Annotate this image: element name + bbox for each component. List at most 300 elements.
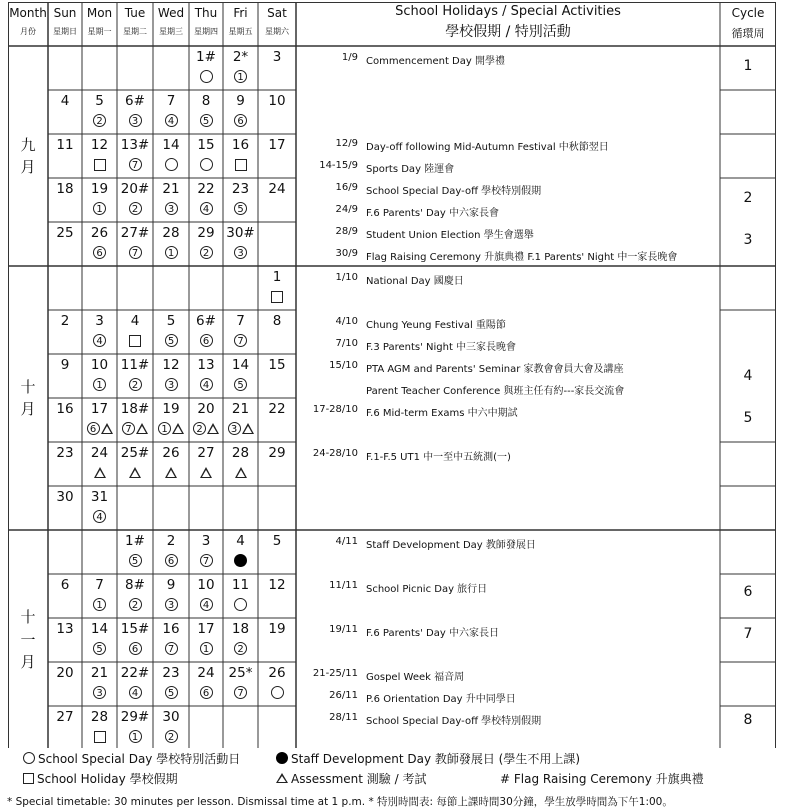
day-mark	[224, 376, 258, 394]
day-number: 5	[95, 93, 104, 109]
day-mark	[189, 596, 223, 614]
event-date: 30/9	[335, 248, 358, 259]
day-mark	[83, 420, 117, 438]
cycle-number: 5	[743, 410, 753, 426]
event-date: 15/10	[329, 360, 358, 371]
triangle-icon	[200, 467, 212, 478]
event-date: 4/10	[335, 316, 358, 327]
cycle-day-icon: 2	[129, 598, 142, 611]
header-month	[8, 6, 48, 37]
legend-holiday-label: School Holiday 學校假期	[37, 772, 178, 786]
cycle-day-icon: 4	[200, 202, 213, 215]
hollow-circle-icon	[234, 598, 247, 611]
day-mark	[154, 200, 188, 218]
header-day-sun	[48, 6, 82, 37]
square-icon	[271, 291, 283, 303]
day-number: 5	[166, 313, 176, 329]
square-icon	[235, 159, 247, 171]
day-mark	[224, 552, 258, 570]
event-text: School Picnic Day 旅行日	[366, 584, 488, 595]
day-number: 21	[90, 665, 109, 681]
header-day-zh: 星期二	[123, 27, 147, 36]
day-number: 14	[162, 137, 180, 153]
square-icon	[129, 335, 141, 347]
cycle-day-icon: 2	[200, 246, 213, 259]
day-mark	[154, 640, 188, 658]
day-mark	[189, 376, 223, 394]
header-day-fri	[223, 6, 258, 37]
event-date: 28/11	[329, 712, 358, 723]
cycle-day-icon: 7	[200, 554, 213, 567]
day-mark	[189, 464, 223, 482]
day-number: 22#	[120, 665, 150, 681]
legend-assessment-label: Assessment 測驗 / 考試	[291, 772, 427, 786]
day-number: 27#	[120, 225, 150, 241]
event-date: 12/9	[335, 138, 358, 149]
day-number: 3	[201, 533, 211, 549]
cycle-day-icon: 5	[200, 114, 213, 127]
cycle-number: 4	[743, 368, 753, 384]
cycle-day-icon: 6	[129, 642, 142, 655]
day-number: 11	[56, 137, 74, 153]
day-mark	[118, 376, 152, 394]
day-number: 11#	[120, 357, 150, 373]
day-number: 16	[162, 621, 180, 637]
cycle-day-icon: 6	[87, 422, 100, 435]
day-mark	[154, 156, 188, 174]
month-label-char: 十	[20, 608, 36, 627]
event-text: F.6 Mid-term Exams 中六中期試	[366, 408, 518, 419]
day-mark	[118, 156, 152, 174]
cycle-day-icon: 3	[228, 422, 241, 435]
day-mark	[154, 420, 188, 438]
month-label-char: 月	[20, 158, 36, 176]
legend-special-day	[23, 750, 240, 767]
header-day-thu	[189, 6, 223, 37]
day-number: 4	[236, 533, 245, 549]
header-month-zh: 月份	[20, 27, 36, 36]
day-number: 6#	[196, 313, 216, 329]
triangle-icon	[94, 467, 106, 478]
day-number: 28	[231, 445, 250, 461]
header-cycle-zh: 循環周	[731, 27, 765, 40]
day-mark	[189, 68, 223, 86]
event-date: 14-15/9	[319, 160, 358, 171]
day-mark	[224, 464, 258, 482]
day-mark	[154, 464, 188, 482]
event-text: School Special Day-off 學校特別假期	[366, 716, 542, 727]
cycle-day-icon: 7	[234, 686, 247, 699]
day-number: 29	[268, 445, 286, 461]
cycle-day-icon: 5	[234, 378, 247, 391]
cycle-day-icon: 1	[93, 598, 106, 611]
header-month-en: Month	[9, 6, 47, 20]
day-mark	[154, 332, 188, 350]
footnote: * Special timetable: 30 minutes per lesson. Dismissal time at 1 p.m. * 特別時間表: 每節上課時間30分鐘，學生放學時間為下午1:00。	[7, 796, 673, 808]
day-number: 30#	[226, 225, 255, 241]
header-day-en: Sat	[267, 6, 287, 20]
event-text: Chung Yeung Festival 重陽節	[366, 320, 506, 331]
day-number: 2	[166, 533, 176, 549]
cycle-day-icon: 2	[129, 202, 142, 215]
day-mark	[118, 200, 152, 218]
event-date: 24/9	[335, 204, 358, 215]
day-mark	[154, 244, 188, 262]
cycle-day-icon: 5	[165, 334, 178, 347]
header-day-tue	[117, 6, 153, 37]
cycle-day-icon: 3	[234, 246, 247, 259]
event-text: Sports Day 陸運會	[366, 164, 455, 175]
day-mark	[154, 112, 188, 130]
day-number: 10	[268, 93, 286, 109]
day-number: 22	[197, 181, 215, 197]
day-number: 7	[236, 313, 245, 329]
day-number: 4	[130, 313, 140, 329]
day-number: 31	[90, 489, 109, 505]
cycle-day-icon: 5	[165, 686, 178, 699]
square-icon	[94, 731, 106, 743]
event-date: 17-28/10	[312, 404, 358, 415]
header-day-en: Mon	[86, 6, 113, 20]
cycle-day-icon: 1	[93, 378, 106, 391]
event-date: 24-28/10	[312, 448, 358, 459]
day-number: 17	[90, 401, 109, 417]
event-text: PTA AGM and Parents' Seminar 家教會會員大會及講座	[366, 364, 624, 375]
cycle-day-icon: 5	[93, 642, 106, 655]
month-label	[8, 606, 48, 674]
hollow-circle-icon	[165, 158, 178, 171]
day-mark	[154, 596, 188, 614]
cycle-day-icon: 1	[234, 70, 247, 83]
cycle-day-icon: 7	[165, 642, 178, 655]
header-day-zh: 星期六	[265, 27, 289, 36]
header-day-mon	[82, 6, 117, 37]
day-number: 16	[231, 137, 250, 153]
day-mark	[83, 156, 117, 174]
cycle-day-icon: 3	[129, 114, 142, 127]
header-day-zh: 星期一	[87, 27, 112, 36]
cycle-number: 3	[743, 232, 753, 248]
day-mark	[83, 200, 117, 218]
day-mark	[224, 244, 258, 262]
day-mark	[260, 684, 294, 702]
cycle-day-icon: 7	[129, 246, 142, 259]
day-number: 20	[197, 401, 215, 417]
day-number: 12	[90, 137, 109, 153]
day-number: 6	[60, 577, 70, 593]
cycle-day-icon: 2	[93, 114, 106, 127]
cycle-day-icon: 2	[234, 642, 247, 655]
cycle-day-icon: 4	[165, 114, 178, 127]
day-number: 24	[197, 665, 215, 681]
cycle-day-icon: 7	[122, 422, 135, 435]
day-mark	[224, 420, 258, 438]
day-number: 15	[197, 137, 215, 153]
day-number: 20	[56, 665, 74, 681]
hollow-circle-icon	[200, 70, 213, 83]
square-icon	[94, 159, 106, 171]
day-number: 28	[162, 225, 180, 241]
day-number: 14	[231, 357, 250, 373]
day-number: 9	[60, 357, 70, 373]
day-number: 2*	[232, 49, 249, 65]
header-day-en: Tue	[124, 6, 146, 20]
day-mark	[83, 640, 117, 658]
day-mark	[118, 332, 152, 350]
legend-holiday	[23, 770, 178, 787]
day-number: 14	[90, 621, 109, 637]
cycle-day-icon: 7	[129, 158, 142, 171]
event-text: F.6 Parents' Day 中六家長日	[366, 628, 499, 639]
calendar-table	[8, 2, 776, 748]
legend-special-day-label: School Special Day 學校特別活動日	[38, 752, 241, 766]
event-date: 1/10	[335, 272, 358, 283]
hollow-circle-icon	[23, 752, 35, 764]
day-number: 9	[166, 577, 176, 593]
day-number: 26	[90, 225, 109, 241]
triangle-icon	[242, 423, 254, 434]
day-number: 24	[90, 445, 109, 461]
day-mark	[83, 508, 117, 526]
legend-staff-day	[276, 750, 580, 767]
cycle-day-icon: 5	[234, 202, 247, 215]
event-date: 16/9	[335, 182, 358, 193]
day-number: 29#	[120, 709, 150, 725]
day-mark	[154, 552, 188, 570]
day-mark	[118, 420, 152, 438]
day-number: 11	[231, 577, 250, 593]
day-mark	[83, 596, 117, 614]
event-text: F.3 Parents' Night 中三家長晚會	[366, 342, 517, 353]
triangle-icon	[165, 467, 177, 478]
event-text: Parent Teacher Conference 與班主任有約---家長交流會	[366, 386, 625, 397]
cycle-day-icon: 6	[93, 246, 106, 259]
day-number: 16	[56, 401, 74, 417]
day-mark	[189, 420, 223, 438]
day-number: 19	[90, 181, 109, 197]
day-number: 21	[231, 401, 250, 417]
event-text: School Special Day-off 學校特別假期	[366, 186, 542, 197]
day-number: 25*	[228, 665, 253, 681]
day-number: 12	[268, 577, 286, 593]
cycle-day-icon: 2	[193, 422, 206, 435]
day-number: 26	[162, 445, 180, 461]
day-mark	[154, 684, 188, 702]
day-mark	[118, 464, 152, 482]
cycle-day-icon: 6	[200, 686, 213, 699]
day-number: 7	[95, 577, 104, 593]
cycle-day-icon: 1	[165, 246, 178, 259]
day-number: 27	[197, 445, 215, 461]
cycle-day-icon: 6	[200, 334, 213, 347]
header-day-sat	[258, 6, 296, 37]
cycle-number: 7	[743, 626, 753, 642]
cycle-day-icon: 2	[165, 730, 178, 743]
cycle-day-icon: 4	[200, 378, 213, 391]
day-number: 23	[231, 181, 250, 197]
triangle-icon	[129, 467, 141, 478]
day-mark	[154, 728, 188, 746]
event-text: F.1-F.5 UT1 中一至中五統測(一)	[366, 452, 511, 463]
event-text: National Day 國慶日	[366, 276, 464, 287]
day-number: 18	[231, 621, 250, 637]
day-mark	[118, 244, 152, 262]
day-number: 9	[236, 93, 245, 109]
day-mark	[189, 684, 223, 702]
header-day-zh: 星期三	[159, 27, 183, 36]
day-number: 24	[268, 181, 286, 197]
day-number: 30	[162, 709, 180, 725]
day-mark	[224, 332, 258, 350]
header-day-wed	[153, 6, 189, 37]
event-date: 21-25/11	[312, 668, 358, 679]
header-cycle-en: Cycle	[731, 6, 765, 20]
day-mark	[118, 596, 152, 614]
event-date: 26/11	[329, 690, 358, 701]
day-number: 10	[90, 357, 109, 373]
triangle-icon	[101, 423, 113, 434]
cycle-day-icon: 2	[129, 378, 142, 391]
cycle-number: 6	[743, 584, 753, 600]
triangle-icon	[136, 423, 148, 434]
cycle-day-icon: 4	[93, 510, 106, 523]
day-mark	[224, 684, 258, 702]
day-mark	[189, 552, 223, 570]
day-number: 17	[197, 621, 215, 637]
day-mark	[83, 376, 117, 394]
day-mark	[83, 728, 117, 746]
day-number: 4	[60, 93, 70, 109]
day-mark	[118, 640, 152, 658]
day-mark	[224, 200, 258, 218]
event-text: Staff Development Day 教師發展日	[366, 540, 536, 551]
hollow-circle-icon	[200, 158, 213, 171]
cycle-day-icon: 3	[165, 378, 178, 391]
day-mark	[154, 376, 188, 394]
cycle-day-icon: 3	[93, 686, 106, 699]
triangle-icon	[235, 467, 247, 478]
day-mark	[189, 156, 223, 174]
day-number: 27	[56, 709, 74, 725]
day-number: 25	[56, 225, 74, 241]
day-number: 6#	[125, 93, 145, 109]
day-number: 7	[166, 93, 176, 109]
header-day-en: Thu	[194, 6, 218, 20]
month-label-char: 一	[20, 630, 36, 649]
cycle-day-icon: 4	[129, 686, 142, 699]
event-text: Gospel Week 福音周	[366, 672, 465, 683]
day-number: 30	[56, 489, 74, 505]
triangle-icon	[207, 423, 219, 434]
day-mark	[83, 332, 117, 350]
day-number: 28	[90, 709, 109, 725]
day-mark	[189, 332, 223, 350]
legend-flag	[500, 770, 704, 787]
month-label-char: 月	[20, 653, 36, 672]
month-label-char: 十	[20, 377, 36, 396]
cycle-number: 2	[743, 190, 753, 206]
legend-assessment	[276, 770, 426, 787]
day-number: 19	[162, 401, 180, 417]
day-mark	[118, 728, 152, 746]
header-day-zh: 星期日	[53, 27, 77, 36]
day-number: 21	[162, 181, 180, 197]
day-number: 19	[268, 621, 286, 637]
header-day-en: Wed	[157, 6, 185, 20]
hollow-circle-icon	[271, 686, 284, 699]
cycle-day-icon: 6	[165, 554, 178, 567]
day-mark	[118, 552, 152, 570]
day-number: 3	[272, 49, 282, 65]
event-text: Day-off following Mid-Autumn Festival 中秋節翌日	[366, 142, 609, 153]
day-number: 22	[268, 401, 286, 417]
day-number: 10	[197, 577, 215, 593]
event-date: 28/9	[335, 226, 358, 237]
cycle-day-icon: 1	[200, 642, 213, 655]
day-number: 18	[56, 181, 74, 197]
header-day-en: Sun	[53, 6, 77, 20]
event-text: Flag Raising Ceremony 升旗典禮 F.1 Parents' Night 中一家長晚會	[366, 252, 678, 263]
filled-circle-icon	[234, 554, 247, 567]
cycle-day-icon: 4	[200, 598, 213, 611]
day-mark	[224, 640, 258, 658]
day-number: 23	[56, 445, 74, 461]
triangle-icon	[276, 773, 288, 783]
cycle-day-icon: 1	[93, 202, 106, 215]
header-day-zh: 星期四	[194, 27, 218, 36]
day-mark	[118, 112, 152, 130]
event-date: 7/10	[335, 338, 358, 349]
day-number: 1#	[196, 49, 216, 65]
day-mark	[224, 68, 258, 86]
day-number: 8#	[125, 577, 145, 593]
day-number: 18#	[120, 401, 150, 417]
event-date: 4/11	[335, 536, 358, 547]
day-mark	[224, 156, 258, 174]
day-mark	[189, 244, 223, 262]
header-events-en: School Holidays / Special Activities	[395, 4, 621, 19]
day-mark	[83, 464, 117, 482]
legend-staff-day-label: Staff Development Day 教師發展日 (學生不用上課)	[291, 752, 581, 766]
day-number: 8	[201, 93, 211, 109]
event-date: 11/11	[329, 580, 358, 591]
header-day-en: Fri	[233, 6, 248, 20]
month-label-char: 月	[20, 400, 36, 418]
day-number: 17	[268, 137, 286, 153]
event-text: P.6 Orientation Day 升中同學日	[366, 694, 516, 705]
cycle-number: 1	[743, 58, 753, 74]
header-day-zh: 星期五	[228, 27, 253, 36]
day-mark	[189, 200, 223, 218]
day-number: 1#	[125, 533, 145, 549]
day-number: 3	[95, 313, 104, 329]
cycle-day-icon: 3	[165, 202, 178, 215]
day-number: 15#	[120, 621, 150, 637]
cycle-number: 8	[743, 712, 753, 728]
day-mark	[260, 288, 294, 306]
day-mark	[83, 684, 117, 702]
cycle-day-icon: 7	[234, 334, 247, 347]
day-number: 20#	[120, 181, 150, 197]
cycle-day-icon: 1	[129, 730, 142, 743]
day-mark	[83, 112, 117, 130]
cycle-day-icon: 6	[234, 114, 247, 127]
filled-circle-icon	[276, 752, 288, 764]
day-mark	[118, 684, 152, 702]
event-text: Student Union Election 學生會選舉	[366, 230, 534, 241]
header-cycle	[720, 6, 776, 41]
header-events-zh: 學校假期 / 特別活動	[445, 24, 571, 40]
